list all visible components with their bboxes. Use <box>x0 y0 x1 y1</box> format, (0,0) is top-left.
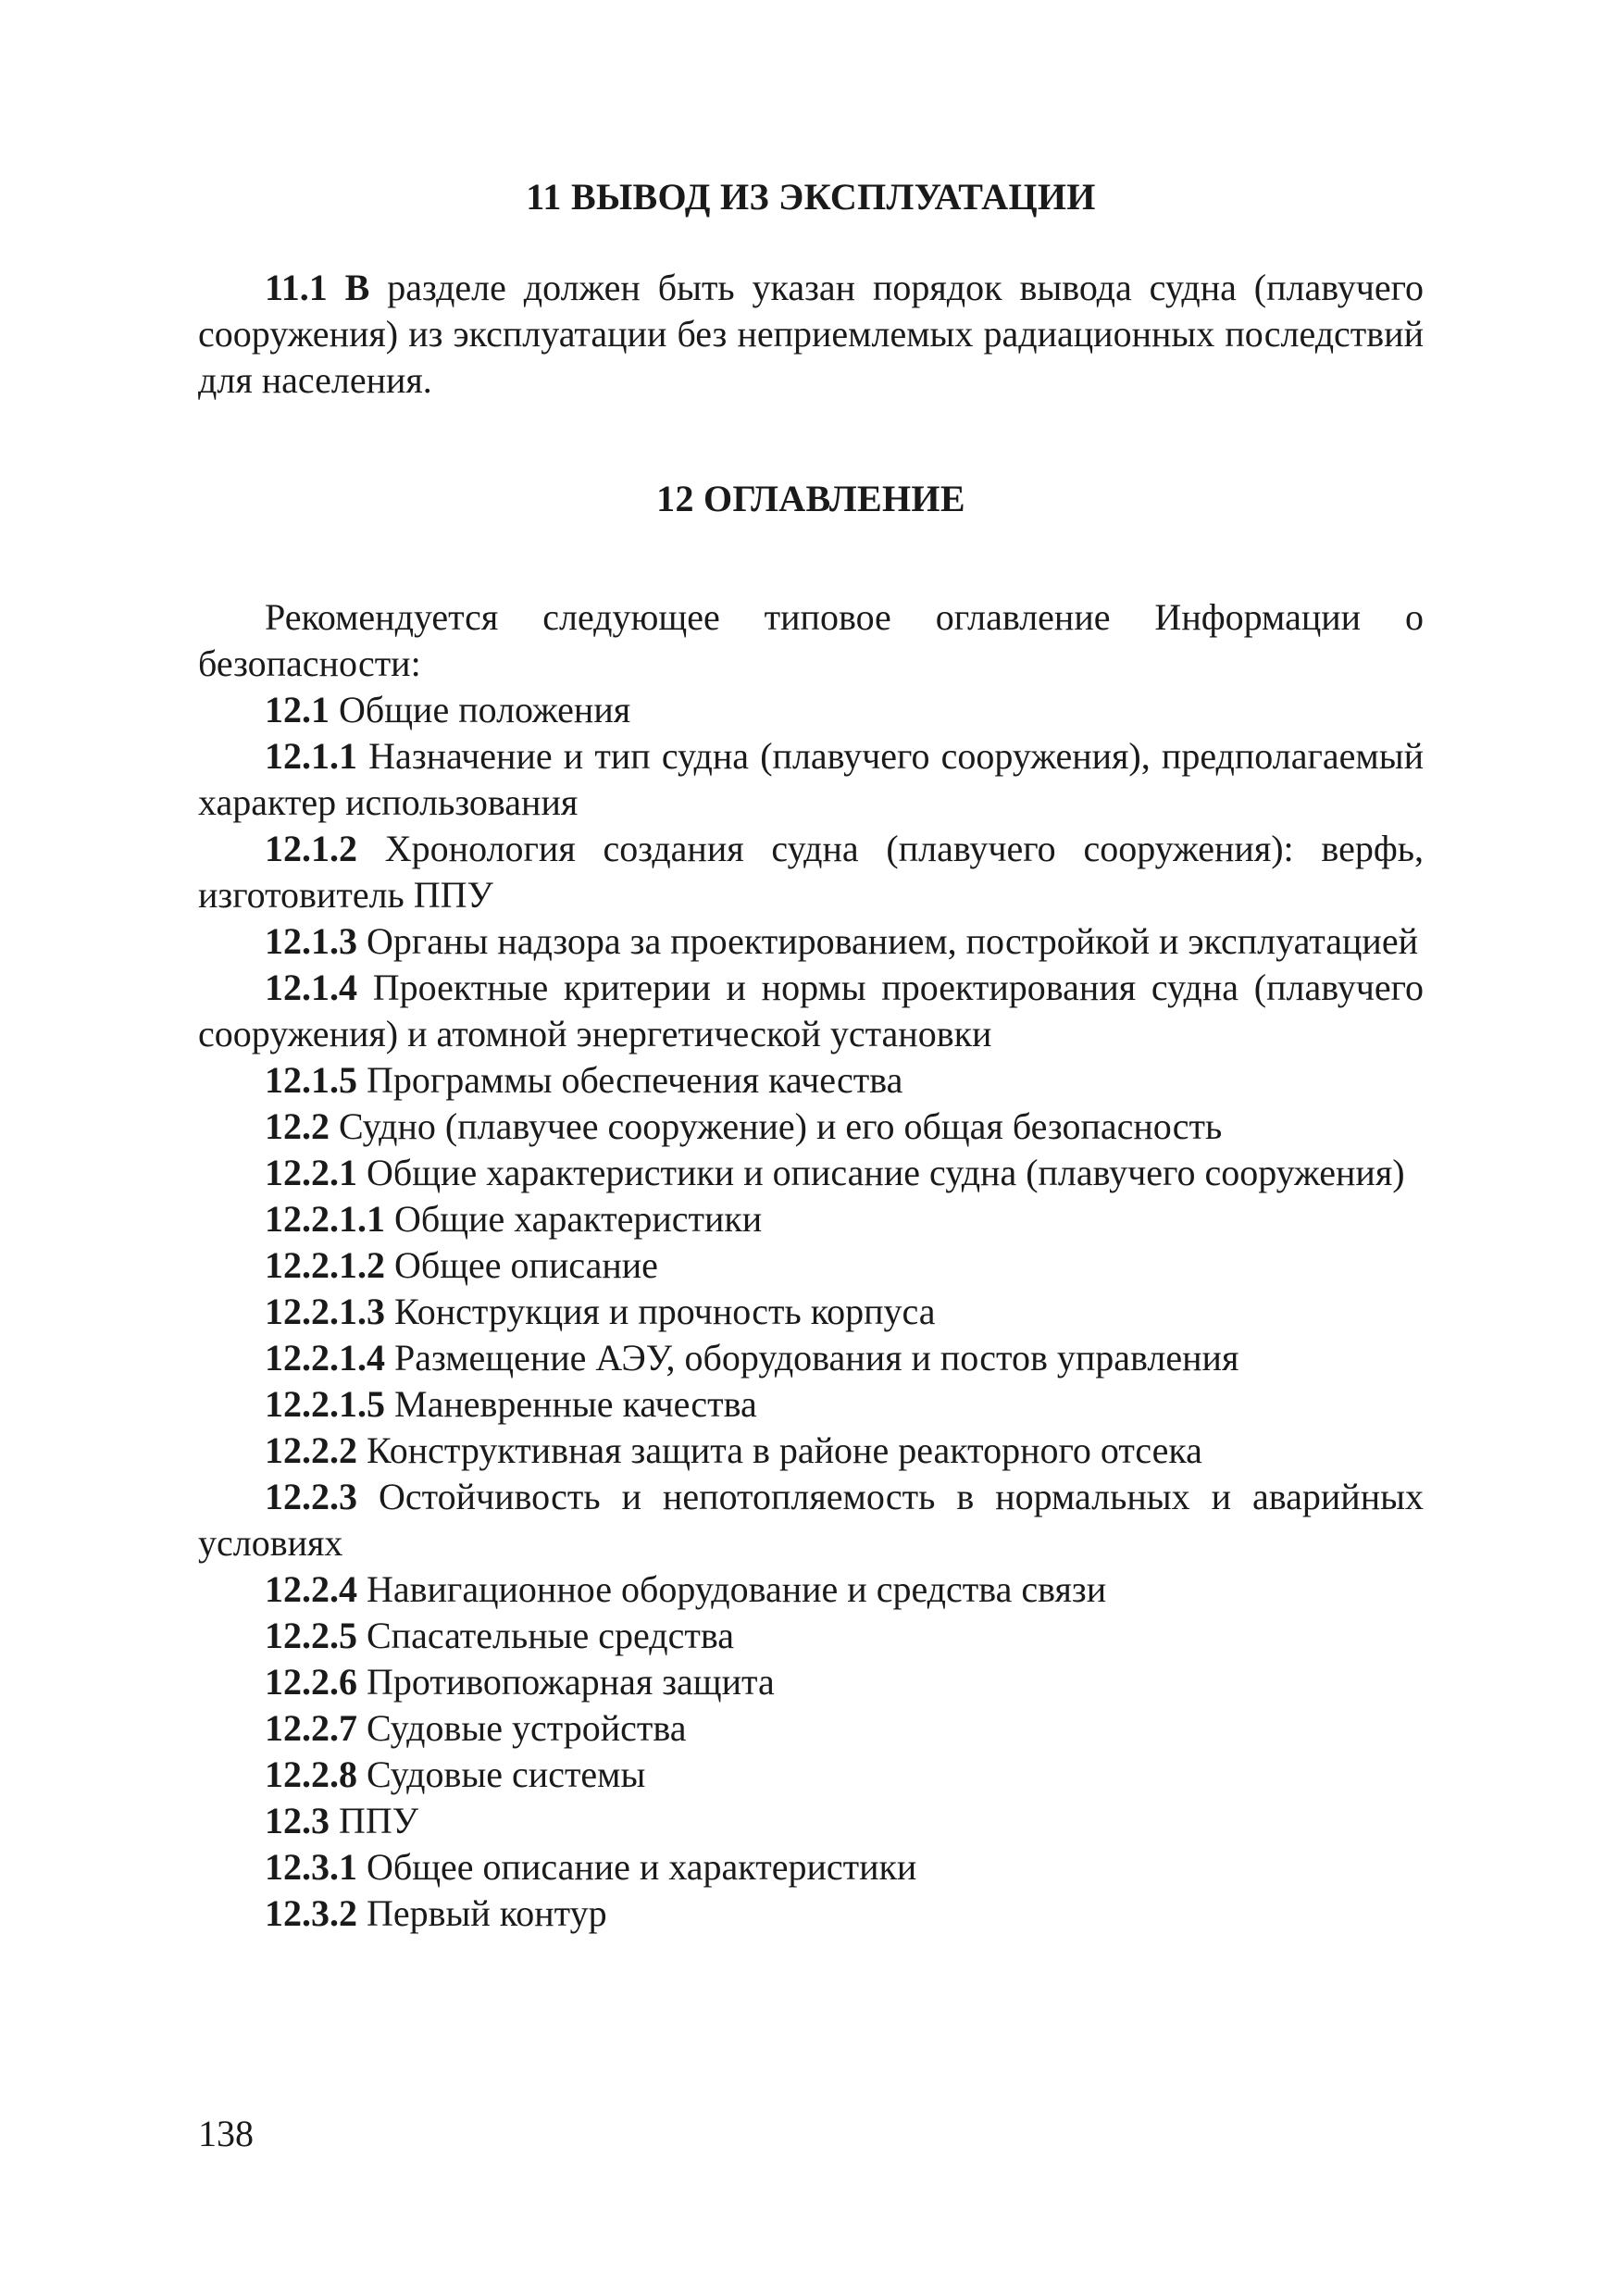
toc-item <box>198 1566 1424 1613</box>
toc-item-text: Судовые устройства <box>357 1707 687 1749</box>
toc-item-number: 12.2.1.1 <box>265 1198 385 1240</box>
toc-item <box>198 687 1424 733</box>
toc-item-number: 12.2.6 <box>265 1661 357 1703</box>
toc-item <box>198 1613 1424 1659</box>
clause-number: 11.1 В <box>265 267 370 308</box>
toc-item <box>198 1057 1424 1104</box>
toc-item-number: 12.2 <box>265 1105 330 1147</box>
toc-item-number: 12.2.1.3 <box>265 1291 385 1332</box>
toc-item <box>198 918 1424 965</box>
toc-item-number: 12.2.1.2 <box>265 1244 385 1286</box>
toc-item-number: 12.2.5 <box>265 1615 357 1656</box>
toc-item <box>198 1104 1424 1150</box>
toc-item-text: Размещение АЭУ, оборудования и постов управления <box>385 1337 1239 1379</box>
clause-11-1 <box>198 265 1424 404</box>
toc-item <box>198 733 1424 826</box>
toc-item-number: 12.1.4 <box>265 967 357 1008</box>
toc-item-text: Общее описание и характеристики <box>357 1846 917 1888</box>
toc-item-number: 12.2.1.5 <box>265 1383 385 1425</box>
toc-intro: Рекомендуется следующее типовое оглавление Информации о безопасности: <box>198 596 1424 684</box>
toc-item <box>198 1242 1424 1289</box>
document-page <box>198 167 1424 1937</box>
toc-item-number: 12.1.3 <box>265 920 357 962</box>
toc-item-text: Остойчивость и непотопляемость в нормальных и аварийных условиях <box>198 1476 1424 1564</box>
toc-item <box>198 1196 1424 1242</box>
page-number: 138 <box>198 2113 254 2154</box>
toc-item-number: 12.3.1 <box>265 1846 357 1888</box>
toc-item-number: 12.2.1 <box>265 1152 357 1193</box>
toc-item <box>198 1428 1424 1474</box>
toc-item <box>198 1659 1424 1705</box>
toc-item-number: 12.2.8 <box>265 1753 357 1795</box>
toc-item-number: 12.2.3 <box>265 1476 357 1517</box>
toc-item <box>198 1289 1424 1335</box>
toc-item-text: Судно (плавучее сооружение) и его общая безопасность <box>330 1105 1223 1147</box>
toc-item <box>198 1844 1424 1890</box>
toc-item <box>198 826 1424 918</box>
toc-item-text: Маневренные качества <box>385 1383 757 1425</box>
toc-item <box>198 1335 1424 1381</box>
toc-item-text: Назначение и тип судна (плавучего сооружения), предполагаемый характер использования <box>198 735 1424 823</box>
toc-item <box>198 1381 1424 1428</box>
toc-item-text: Программы обеспечения качества <box>357 1059 903 1101</box>
section-12-heading: 12 ОГЛАВЛЕНИЕ <box>656 478 965 519</box>
toc-item <box>198 1150 1424 1196</box>
clause-text: разделе должен быть указан порядок вывода судна (плавучего сооружения) из эксплуатации без неприемлемых радиационных последствий для населения. <box>198 267 1424 401</box>
toc-item <box>198 1474 1424 1566</box>
toc-item-text: Хронология создания судна (плавучего сооружения): верфь, изготовитель ППУ <box>198 828 1424 916</box>
toc-item-number: 12.2.7 <box>265 1707 357 1749</box>
toc-item-text: Противопожарная защита <box>357 1661 775 1703</box>
toc-item <box>198 965 1424 1057</box>
toc-item-text: Общее описание <box>385 1244 658 1286</box>
toc-item-text: Общие характеристики и описание судна (плавучего сооружения) <box>357 1152 1405 1193</box>
section-11-heading: 11 ВЫВОД ИЗ ЭКСПЛУАТАЦИИ <box>526 176 1096 218</box>
toc-item-number: 12.2.1.4 <box>265 1337 385 1379</box>
toc-item-text: ППУ <box>330 1800 419 1841</box>
toc-item-number: 12.2.2 <box>265 1429 357 1471</box>
toc-item-number: 12.1.2 <box>265 828 357 869</box>
toc-item-number: 12.2.4 <box>265 1568 357 1610</box>
toc-item-text: Конструктивная защита в районе реакторного отсека <box>357 1429 1202 1471</box>
toc-item-text: Общие характеристики <box>385 1198 763 1240</box>
toc-item-number: 12.3 <box>265 1800 330 1841</box>
toc-item <box>198 1798 1424 1844</box>
toc-item-number: 12.1.5 <box>265 1059 357 1101</box>
toc-item <box>198 1705 1424 1752</box>
toc-item-text: Судовые системы <box>357 1753 646 1795</box>
toc-item-number: 12.3.2 <box>265 1892 357 1934</box>
toc-item <box>198 1890 1424 1937</box>
toc-item-number: 12.1.1 <box>265 735 357 777</box>
toc-item-text: Спасательные средства <box>357 1615 734 1656</box>
toc-item-text: Первый контур <box>357 1892 607 1934</box>
toc-item-text: Органы надзора за проектированием, постройкой и эксплуатацией <box>357 920 1418 962</box>
toc-item <box>198 1752 1424 1798</box>
toc-item-text: Навигационное оборудование и средства связи <box>357 1568 1107 1610</box>
toc-list <box>198 687 1424 1937</box>
toc-item-text: Проектные критерии и нормы проектирования судна (плавучего сооружения) и атомной энергетической установки <box>198 967 1424 1054</box>
toc-item-text: Общие положения <box>330 689 631 730</box>
toc-item-number: 12.1 <box>265 689 330 730</box>
toc-item-text: Конструкция и прочность корпуса <box>385 1291 936 1332</box>
